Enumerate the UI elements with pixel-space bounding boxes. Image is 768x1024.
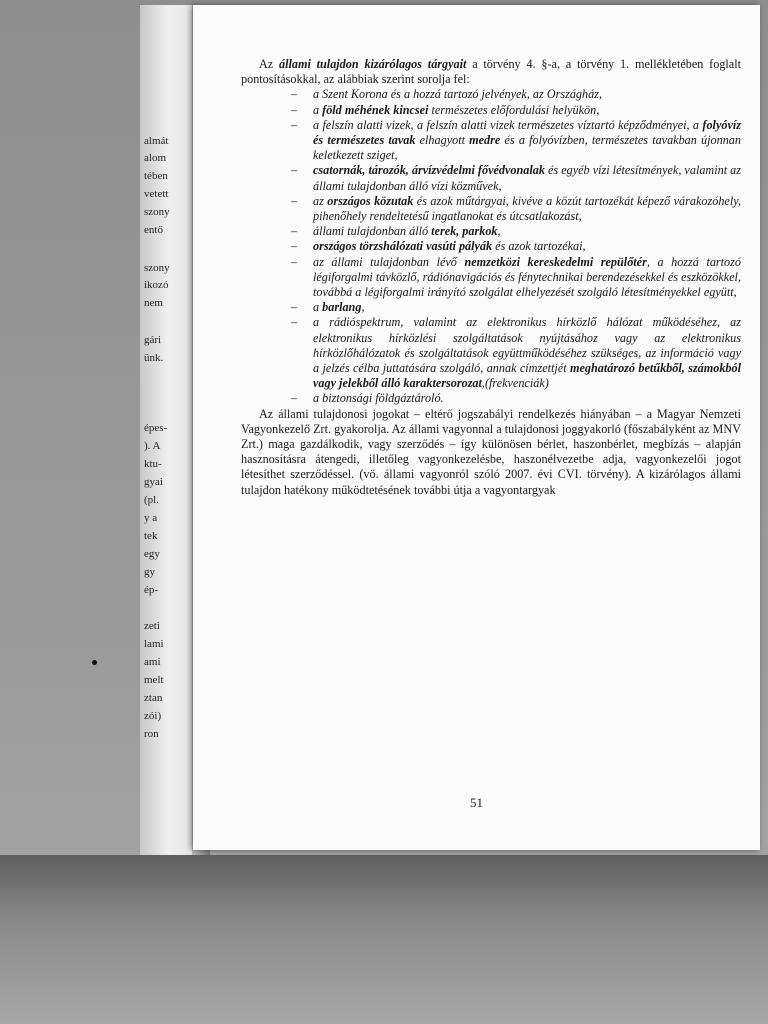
closing-paragraph: Az állami tulajdonosi jogokat – eltérő jogszabályi rendelkezés hiányában – a Magyar Nemzeti Vagyonkezelő Zrt. gyakorolja. Az állami vagyonnal a tulajdonosi joggyakorló (főszabályként az MNV Zrt.) maga gazdálkodik, vagy szerződés – így különösen bérlet, haszonbérlet, megbízás – alapján hasznosításra átengedi, illetőleg vagyonkezelésbe, haszonélvezetbe adja, vagyonkezelői jogot létesíthet szerződéssel. (vö. állami vagyonról szóló 2007. évi CVI. törvény). A kizárólagos állami tulajdon hatékony működtetésének további útja a vagyontargyak (241, 406, 741, 497)
left-page-fragment: vetett (144, 188, 169, 200)
left-page-fragment: ktu- (144, 458, 162, 470)
left-page-fragment: nem (144, 297, 163, 309)
page-text (241, 57, 741, 498)
intro-emphasis: állami tulajdon kizárólagos tárgyait (279, 57, 467, 71)
list-item: – országos törzshálózati vasúti pályák és azok tartozékai, (313, 239, 741, 254)
list-item: – a barlang, (313, 300, 741, 315)
page-number: 51 (470, 795, 483, 810)
list-item: – a föld méhének kincsei természetes előfordulási helyükön, (313, 103, 741, 118)
left-page-fragment: tében (144, 170, 168, 182)
left-page-fragment: alom (144, 152, 166, 164)
left-page-fragment: y a (144, 512, 158, 524)
list-item: – állami tulajdonban álló terek, parkok, (313, 224, 741, 239)
list-item: – a felszín alatti vizek, a felszín alatti vizek természetes víztartó képződményei, a folyóvíz és természetes tavak elhagyott medre és a folyóvízben, természetes tavakban újonnan keletkezett sziget, (313, 118, 741, 164)
left-page-fragment: gy (144, 566, 155, 578)
left-page-fragment: zói) (144, 710, 162, 722)
left-page-fragment: ép- (144, 584, 159, 596)
list-item: – az állami tulajdonban lévő nemzetközi kereskedelmi repülőtér, a hozzá tartozó légiforgalmi távközlő, rádiónavigációs és fénytechnikai berendezésekkel és eszközökkel, továbbá a légiforgalmi irányító szolgálat elhelyezését szolgáló létesítményekkel együtt, (313, 255, 741, 301)
scan-speck (92, 660, 97, 665)
list-item: – a rádióspektrum, valamint az elektronikus hírközlő hálózat működéséhez, az elektronikus hírközlési szolgáltatások nyújtásához vagy az elektronikus hírközlőhálózatok és szolgáltatások együttműködéséhez szükséges, az információ vagy a jelzés célba juttatására szolgáló, annak címzettjét meghatározó betűkből, számokból vagy jelekből álló karaktersorozat,(frekvenciák) (313, 315, 741, 391)
left-page-fragment: ikozó (144, 279, 169, 291)
list-item: – a Szent Korona és a hozzá tartozó jelvények, az Országház, (313, 87, 741, 102)
left-page-fragment: tek (144, 530, 158, 542)
left-page-fragment: ami (144, 656, 161, 668)
left-page-fragment: szony (144, 206, 170, 218)
scan-background-bottom (0, 855, 768, 1024)
left-page-fragment: lami (144, 638, 164, 650)
object-list (241, 87, 741, 406)
left-page-fragment: egy (144, 548, 160, 560)
left-page-fragment: ünk. (144, 352, 164, 364)
left-page-fragment: ). A (144, 440, 161, 452)
left-page-fragment: ztan (144, 692, 163, 704)
list-item: – a biztonsági földgáztároló. (313, 391, 741, 406)
left-page-fragment: almát (144, 135, 169, 147)
list-item: – csatornák, tározók, árvízvédelmi fővédvonalak és egyéb vízi létesítmények, valamint az állami tulajdonban álló vízi közművek, (313, 163, 741, 193)
left-page-fragment: gyai (144, 476, 163, 488)
left-page-fragment: melt (144, 674, 164, 686)
left-page-fragment: (pl. (144, 494, 159, 506)
left-page-fragment: szony (144, 262, 170, 274)
left-page-fragment: entő (144, 224, 163, 236)
right-page (193, 5, 760, 850)
left-page-fragment: zeti (144, 620, 160, 632)
left-page-fragment: épes- (144, 422, 168, 434)
list-item: – az országos közutak és azok műtárgyai, kivéve a közút tartozékát képező várakozóhely, pihenőhely rendeltetésű ingatlanokat és útcsatlakozást, (313, 194, 741, 224)
intro-paragraph: Az állami tulajdon kizárólagos tárgyait a törvény 4. §-a, a törvény 1. mellékletében foglalt pontosításokkal, az alábbiak szerint sorolja fel: (241, 57, 741, 87)
left-page-fragment: gári (144, 334, 162, 346)
left-page-fragment: ron (144, 728, 159, 740)
